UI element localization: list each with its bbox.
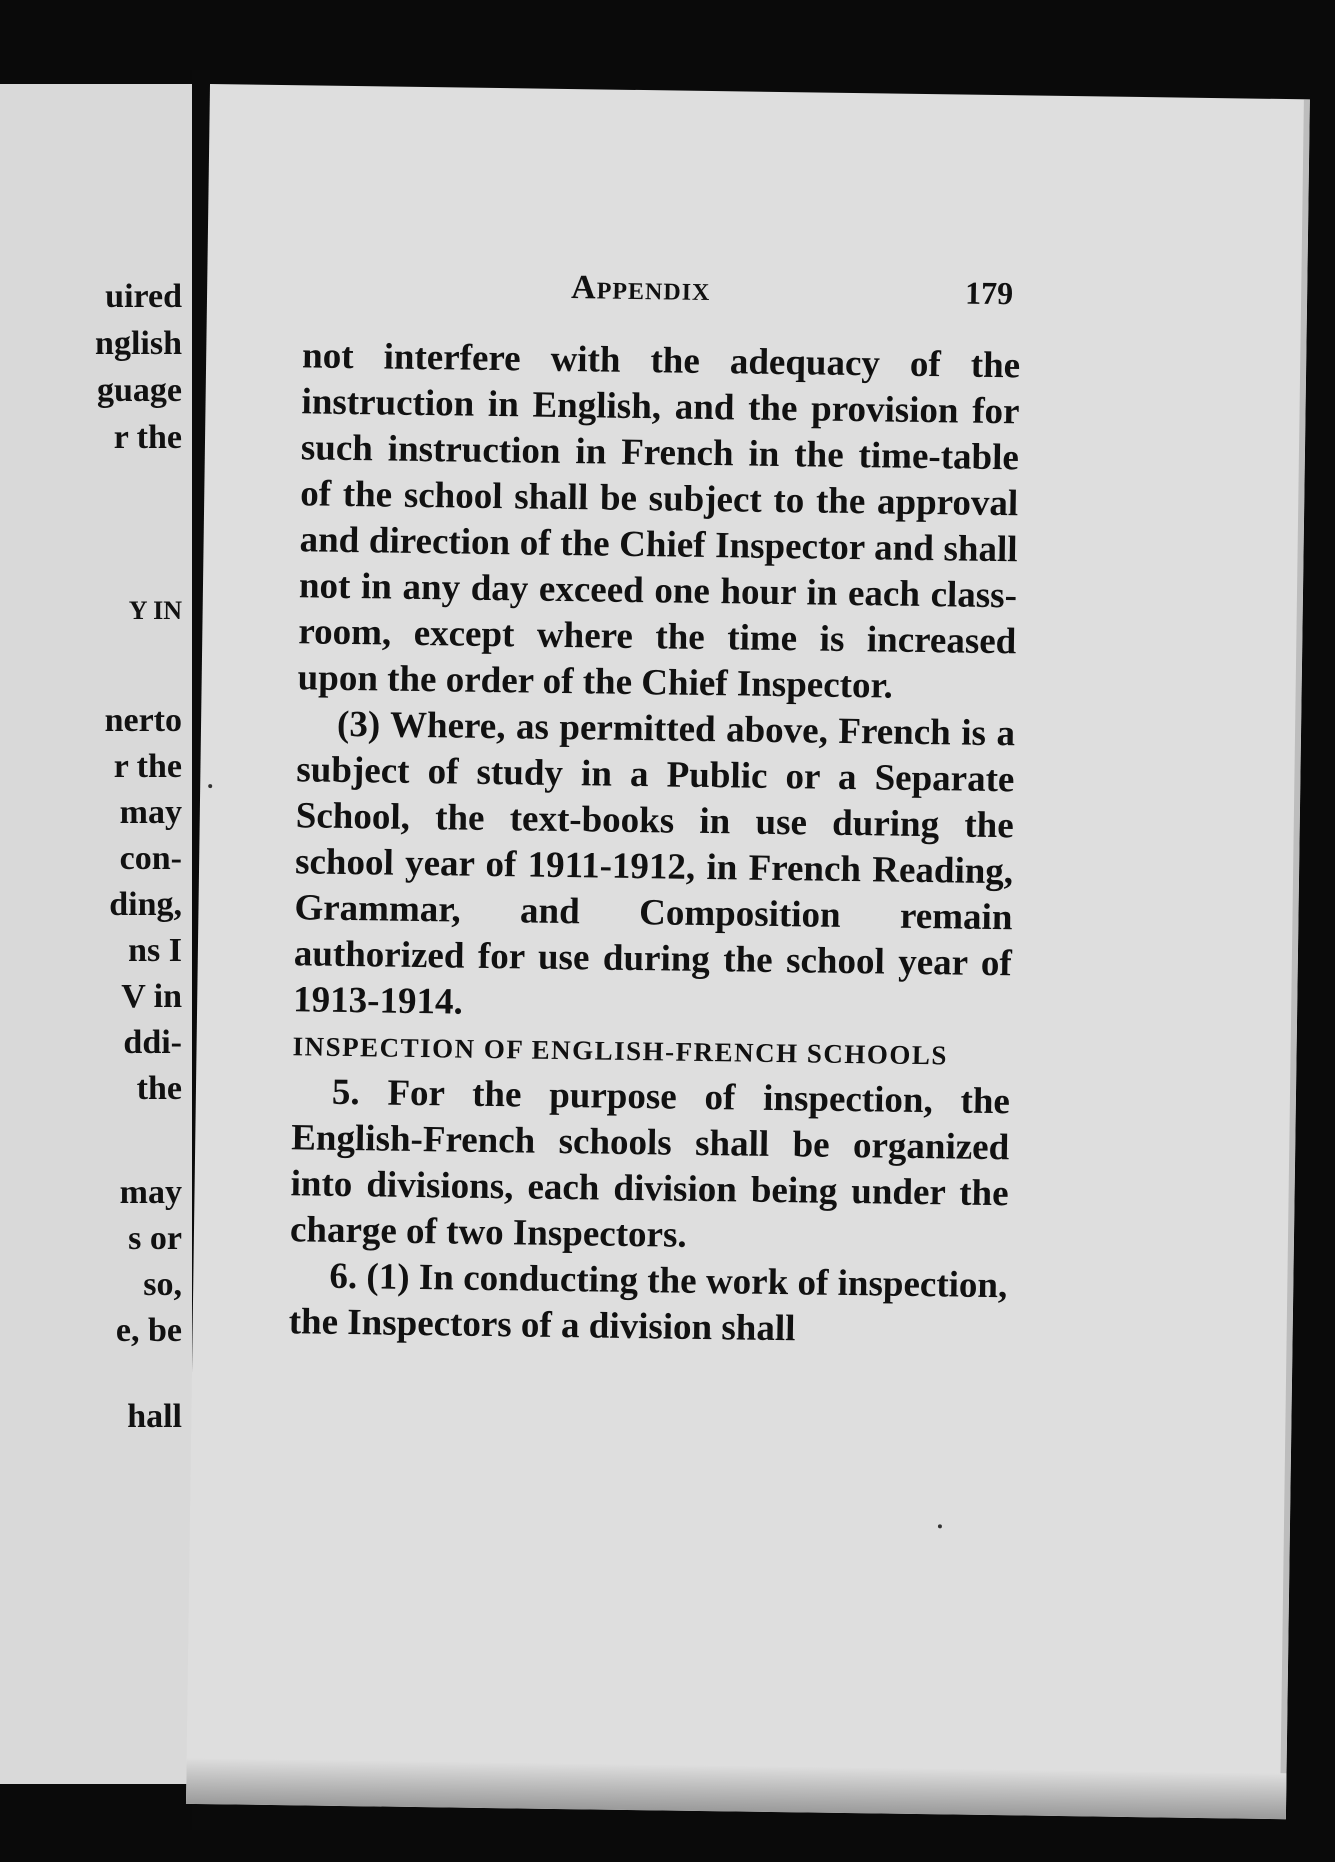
page-body xyxy=(288,333,1020,1355)
section-heading: INSPECTION OF ENGLISH-FRENCH SCHOOLS xyxy=(292,1031,949,1071)
previous-page-fragment: the xyxy=(136,1070,182,1107)
previous-page-fragment: nerto xyxy=(104,702,182,739)
previous-page-fragment: ns I xyxy=(128,932,182,969)
page-edge xyxy=(1280,99,1310,1819)
previous-page-fragment: ding, xyxy=(109,886,182,923)
previous-page-fragment: nglish xyxy=(95,325,182,362)
previous-page-fragment: Y IN xyxy=(128,596,182,625)
running-head: Appendix xyxy=(570,269,711,309)
previous-page-fragment: V in xyxy=(121,978,182,1015)
previous-page-fragment: uired xyxy=(105,278,182,315)
previous-page-fragment: may xyxy=(119,794,182,831)
dust-speck xyxy=(938,1524,942,1528)
previous-page-fragment: r the xyxy=(113,419,182,456)
previous-page-fragment: s or xyxy=(128,1220,182,1257)
dust-speck xyxy=(208,784,212,788)
previous-page-fragment: hall xyxy=(127,1398,182,1435)
previous-page-fragment: ddi- xyxy=(123,1024,182,1061)
paragraph: 5. For the purpose of inspection, the English-French schools shall be organized into divisions, each division being under the charge of two Inspectors. xyxy=(289,1071,1011,1256)
previous-page-fragment: guage xyxy=(97,372,182,409)
previous-page-fragment: con- xyxy=(119,840,182,877)
paragraph: not interfere with the adequacy of the instruction in English, and the provision for such instruction in French in the time-table of the school shall be subject to the approval and direction of the Chief Inspector and shall not in any day exceed one hour in each class-room, except where the time is increased upon the order of the Chief Inspector. xyxy=(297,335,1021,707)
previous-page-fragment: so, xyxy=(143,1266,182,1303)
previous-page-fragment: may xyxy=(119,1174,182,1211)
book-page xyxy=(186,84,1310,1819)
page-number: 179 xyxy=(964,274,1014,312)
page-bottom-shadow xyxy=(186,1758,1287,1819)
paragraph: (3) Where, as permitted above, French is a subject of study in a Public or a Separate School, the text-books in use during the school year of 1911-1912, in French Reading, Grammar, and Composition remain authorized for use during the school year of 1913-1914. xyxy=(292,703,1016,1023)
previous-page-fragment: e, be xyxy=(115,1312,182,1349)
previous-page-fragment: r the xyxy=(113,748,182,785)
previous-page-edge xyxy=(0,84,192,1784)
paragraph: 6. (1) In conducting the work of inspection, the Inspectors of a division shall xyxy=(288,1255,1008,1350)
